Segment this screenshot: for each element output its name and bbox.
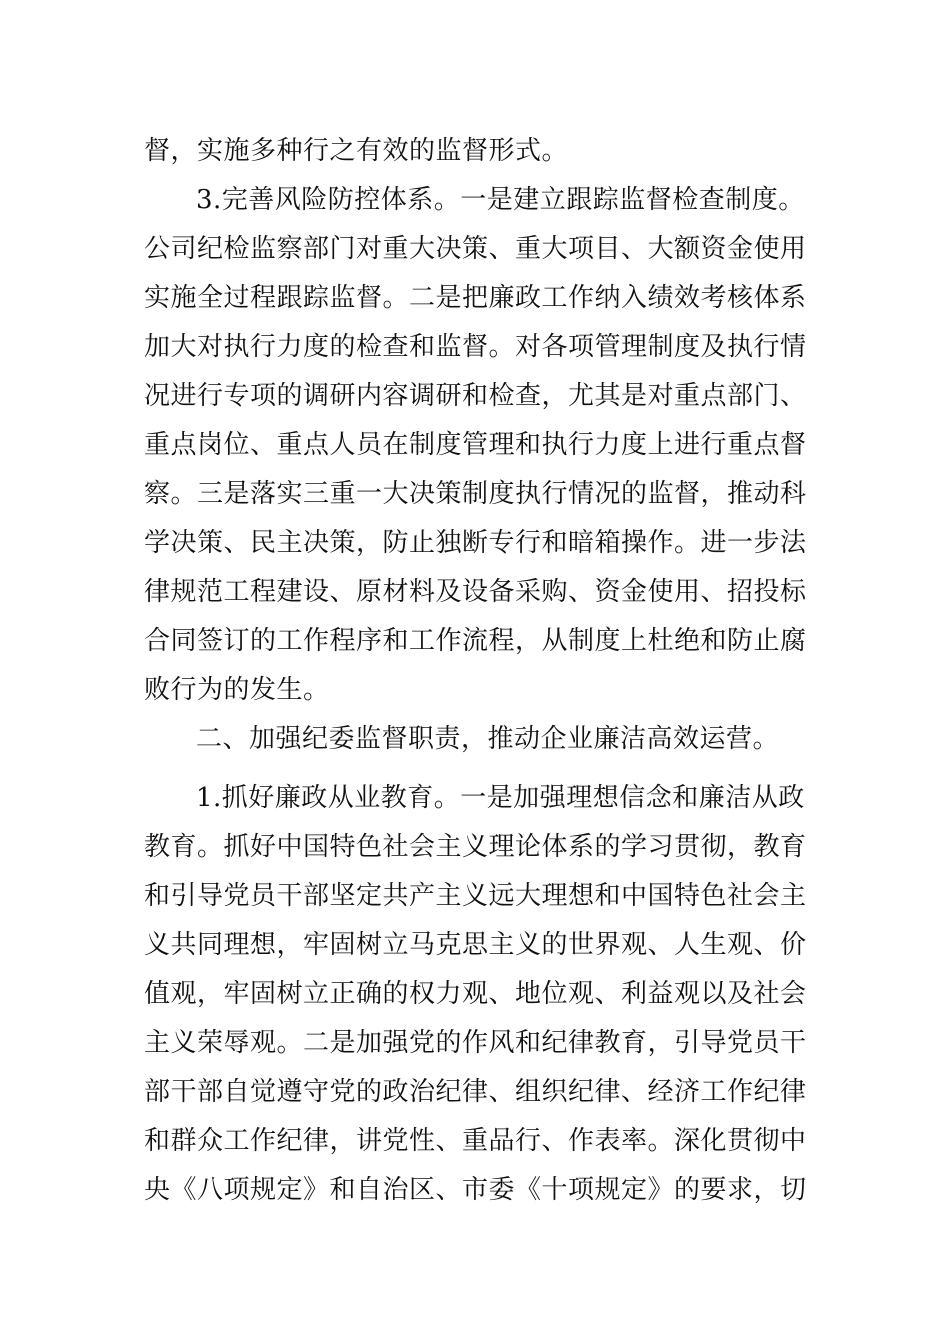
text-line: 央《八项规定》和自治区、市委《十项规定》的要求，切	[144, 1175, 807, 1205]
text-line: 律规范工程建设、原材料及设备采购、资金使用、招投标	[144, 577, 807, 607]
text-line: 和群众工作纪律，讲党性、重品行、作表率。深化贯彻中	[144, 1126, 807, 1156]
text-line: 和引导党员干部坚定共产主义远大理想和中国特色社会主	[144, 881, 807, 911]
text-line: 加大对执行力度的检查和监督。对各项管理制度及执行情	[144, 332, 807, 362]
text-line: 1.抓好廉政从业教育。一是加强理想信念和廉洁从政	[196, 783, 805, 813]
text-line: 教育。抓好中国特色社会主义理论体系的学习贯彻，教育	[144, 832, 807, 862]
text-line: 学决策、民主决策，防止独断专行和暗箱操作。进一步法	[144, 528, 807, 558]
text-line: 重点岗位、重点人员在制度管理和执行力度上进行重点督	[144, 430, 807, 460]
text-line: 督，实施多种行之有效的监督形式。	[144, 136, 569, 166]
text-line: 义共同理想，牢固树立马克思主义的世界观、人生观、价	[144, 930, 807, 960]
text-line: 主义荣辱观。二是加强党的作风和纪律教育，引导党员干	[144, 1028, 807, 1058]
text-line: 3.完善风险防控体系。一是建立跟踪监督检查制度。	[196, 185, 805, 215]
text-line: 察。三是落实三重一大决策制度执行情况的监督，推动科	[144, 479, 807, 509]
text-line: 合同签订的工作程序和工作流程，从制度上杜绝和防止腐	[144, 626, 807, 656]
text-line: 值观，牢固树立正确的权力观、地位观、利益观以及社会	[144, 979, 807, 1009]
text-line: 实施全过程跟踪监督。二是把廉政工作纳入绩效考核体系	[144, 283, 807, 313]
section-heading: 二、加强纪委监督职责，推动企业廉洁高效运营。	[196, 724, 780, 754]
text-line: 败行为的发生。	[144, 675, 330, 705]
text-line: 况进行专项的调研内容调研和检查，尤其是对重点部门、	[144, 381, 807, 411]
text-line: 公司纪检监察部门对重大决策、重大项目、大额资金使用	[144, 234, 807, 264]
text-line: 部干部自觉遵守党的政治纪律、组织纪律、经济工作纪律	[144, 1077, 807, 1107]
